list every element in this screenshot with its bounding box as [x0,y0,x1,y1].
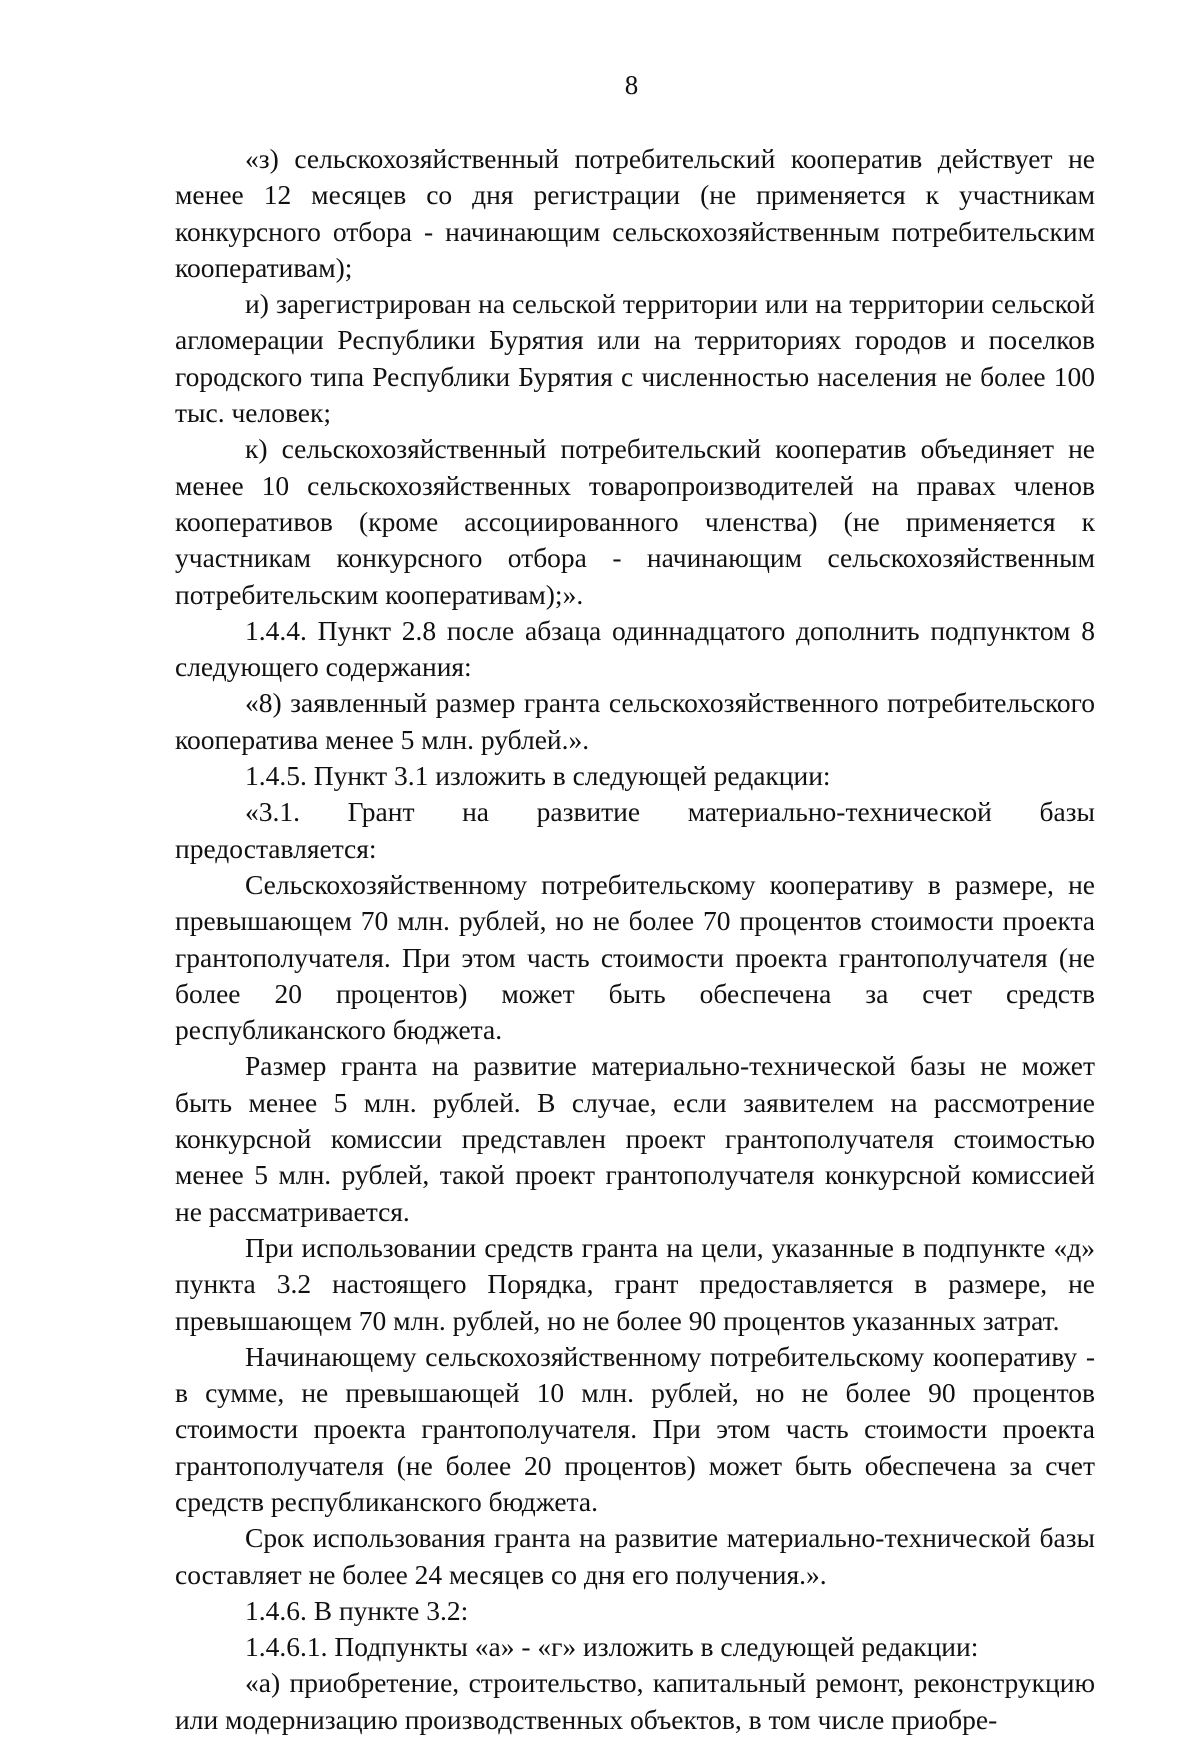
page-number: 8 [624,70,639,100]
paragraph-grant-term: Срок использования гранта на развитие материально-технической базы составляет не более 24 месяцев со дня его получения.». [175,1522,1095,1590]
paragraph-grant-minimum: Размер гранта на развитие материально-технической базы не может быть менее 5 млн. рублей. В случае, если заявителем на рассмотрение конкурсной комиссии представлен проект грантополучателя стоимостью менее 5 млн. рублей, такой проект грантополучателя конкурсной комиссией не рассматривается. [175,1050,1095,1227]
paragraph-3-1-grant: «3.1. Грант на развитие материально-технической базы предоставляется: [175,796,1095,864]
paragraph-1-4-6-1: 1.4.6.1. Подпункты «а» - «г» изложить в следующей редакции: [245,1631,979,1663]
paragraph-i-registration-territory: и) зарегистрирован на сельской территории или на территории сельской агломерации Республики Бурятия или на территориях городов и поселков городского типа Республики Бурятия с численностью населения не более 100 тыс. человек; [175,288,1095,429]
paragraph-1-4-5: 1.4.5. Пункт 3.1 изложить в следующей редакции: [245,760,831,792]
paragraph-cooperative-grant-amount: Сельскохозяйственному потребительскому кооперативу в размере, не превышающем 70 млн. рублей, но не более 70 процентов стоимости проекта грантополучателя. При этом часть стоимости проекта грантополучателя (не более 20 процентов) может быть обеспечена за счет средств республиканского бюджета. [175,868,1095,1046]
document-body [175,141,1095,1738]
paragraph-grant-subitem-d: При использовании средств гранта на цели, указанные в подпункте «д» пункта 3.2 настоящего Порядка, грант предоставляется в размере, не превышающем 70 млн. рублей, но не более 90 процентов указанных затрат. [175,1231,1095,1336]
paragraph-z-cooperative-duration: «з) сельскохозяйственный потребительский кооператив действует не менее 12 месяцев со дня регистрации (не применяется к участникам конкурсного отбора - начинающим сельскохозяйственным потребительским кооперативам); [175,143,1095,283]
paragraph-subitem-a: «а) приобретение, строительство, капитальный ремонт, реконструкцию или модернизацию производственных объектов, в том числе приобре- [175,1667,1095,1735]
paragraph-subitem-8: «8) заявленный размер гранта сельскохозяйственного потребительского кооператива менее 5 млн. рублей.». [175,687,1095,755]
paragraph-1-4-6: 1.4.6. В пункте 3.2: [245,1594,469,1626]
paragraph-k-cooperative-members: к) сельскохозяйственный потребительский кооператив объединяет не менее 10 сельскохозяйственных товаропроизводителей на правах членов кооперативов (кроме ассоциированного членства) (не применяется к участникам конкурсного отбора - начинающим сельскохозяйственным потребительским кооперативам);». [175,433,1095,610]
paragraph-beginning-cooperative: Начинающему сельскохозяйственному потребительскому кооперативу - в сумме, не превышающей 10 млн. рублей, но не более 90 процентов стоимости проекта грантополучателя. При этом часть стоимости проекта грантополучателя (не более 20 процентов) может быть обеспечена за счет средств республиканского бюджета. [175,1340,1095,1517]
paragraph-1-4-4: 1.4.4. Пункт 2.8 после абзаца одиннадцатого дополнить подпунктом 8 следующего содержания: [175,614,1095,683]
